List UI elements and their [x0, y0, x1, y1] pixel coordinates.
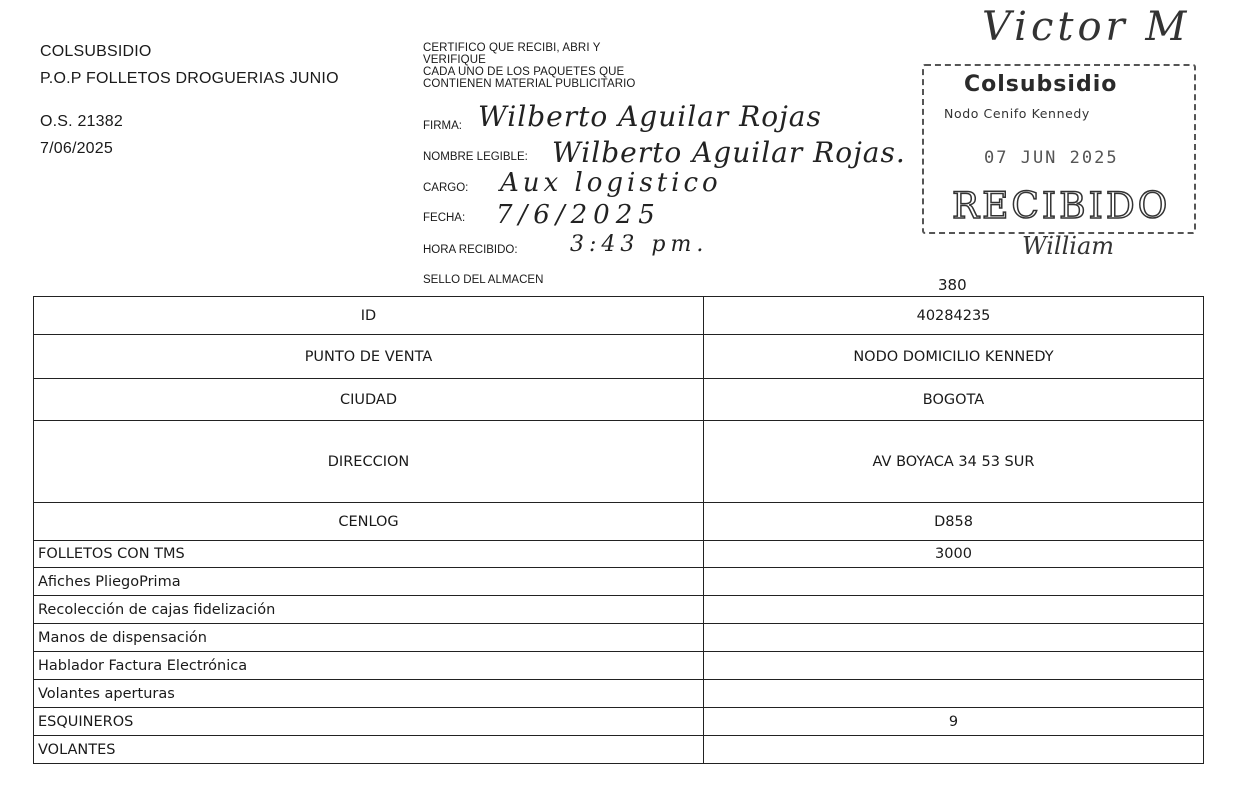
- cargo-label: CARGO:: [423, 182, 469, 194]
- item-label: Manos de dispensación: [34, 624, 704, 652]
- row-value: AV BOYACA 34 53 SUR: [704, 421, 1204, 503]
- stamp-brand: Colsubsidio: [964, 72, 1118, 97]
- table-row: [34, 568, 1204, 596]
- item-value: [704, 736, 1204, 764]
- certificate-statement: [423, 42, 723, 90]
- table-row: [34, 335, 1204, 379]
- item-label: Recolección de cajas fidelización: [34, 596, 704, 624]
- table-row: [34, 736, 1204, 764]
- item-value: [704, 624, 1204, 652]
- stamp-date: 07 JUN 2025: [984, 148, 1119, 168]
- item-label: VOLANTES: [34, 736, 704, 764]
- row-value: NODO DOMICILIO KENNEDY: [704, 335, 1204, 379]
- row-label: CIUDAD: [34, 379, 704, 421]
- stamp-location: Nodo Cenifo Kennedy: [944, 106, 1090, 121]
- table-row: [34, 503, 1204, 541]
- item-value: [704, 596, 1204, 624]
- handwritten-signature-top: Victor M: [982, 4, 1191, 50]
- item-label: Volantes aperturas: [34, 680, 704, 708]
- certificate-line: CERTIFICO QUE RECIBI, ABRI Y: [423, 42, 601, 54]
- fecha-value: 7/6/2025: [496, 200, 661, 230]
- row-value: 40284235: [704, 297, 1204, 335]
- row-value: D858: [704, 503, 1204, 541]
- table-row: [34, 596, 1204, 624]
- table-row: [34, 680, 1204, 708]
- hora-label: HORA RECIBIDO:: [423, 244, 518, 256]
- table-row: [34, 652, 1204, 680]
- table-row: [34, 297, 1204, 335]
- row-label: DIRECCION: [34, 421, 704, 503]
- certificate-line: CONTIENEN MATERIAL PUBLICITARIO: [423, 78, 636, 90]
- item-label: FOLLETOS CON TMS: [34, 541, 704, 568]
- document-header: [40, 38, 339, 162]
- received-stamp: [922, 64, 1196, 234]
- row-label: ID: [34, 297, 704, 335]
- certificate-line: CADA UNO DE LOS PAQUETES QUE: [423, 66, 625, 78]
- order-number: O.S. 21382: [40, 113, 123, 130]
- company-name: COLSUBSIDIO: [40, 43, 152, 60]
- nombre-value: Wilberto Aguilar Rojas.: [552, 136, 906, 169]
- certificate-line: VERIFIQUE: [423, 54, 486, 66]
- sello-label: SELLO DEL ALMACEN: [423, 274, 544, 286]
- table-row: [34, 708, 1204, 736]
- item-value: [704, 568, 1204, 596]
- firma-label: FIRMA:: [423, 120, 462, 132]
- sheet-number: 380: [938, 276, 967, 294]
- table-row: [34, 379, 1204, 421]
- item-label: ESQUINEROS: [34, 708, 704, 736]
- item-value: 3000: [704, 541, 1204, 568]
- document-date: 7/06/2025: [40, 140, 113, 157]
- row-label: CENLOG: [34, 503, 704, 541]
- table-row: [34, 541, 1204, 568]
- table-row: [34, 624, 1204, 652]
- handwritten-signature-bottom: William: [1022, 232, 1115, 260]
- hora-value: 3:43 pm.: [570, 232, 709, 257]
- item-value: [704, 652, 1204, 680]
- project-title: P.O.P FOLLETOS DROGUERIAS JUNIO: [40, 70, 339, 87]
- item-value: [704, 680, 1204, 708]
- stamp-status: RECIBIDO: [952, 186, 1171, 227]
- delivery-table: [33, 296, 1204, 764]
- nombre-label: NOMBRE LEGIBLE:: [423, 151, 528, 163]
- row-value: BOGOTA: [704, 379, 1204, 421]
- item-label: Hablador Factura Electrónica: [34, 652, 704, 680]
- fecha-label: FECHA:: [423, 212, 466, 224]
- item-value: 9: [704, 708, 1204, 736]
- firma-signature: Wilberto Aguilar Rojas: [478, 100, 822, 133]
- item-label: Afiches PliegoPrima: [34, 568, 704, 596]
- row-label: PUNTO DE VENTA: [34, 335, 704, 379]
- table-row: [34, 421, 1204, 503]
- cargo-value: Aux logistico: [500, 168, 722, 198]
